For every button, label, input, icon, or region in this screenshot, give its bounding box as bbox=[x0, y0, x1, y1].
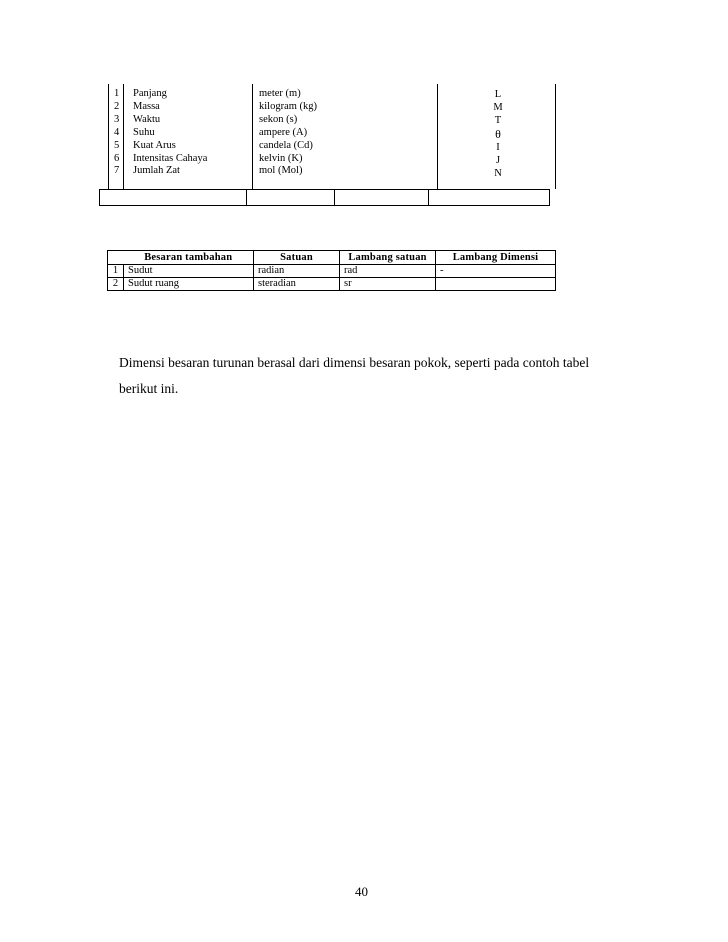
row-number: 2 bbox=[114, 100, 120, 112]
row-number: 5 bbox=[114, 139, 120, 151]
row-number: 7 bbox=[114, 165, 120, 177]
number-column bbox=[114, 88, 119, 178]
dimension-symbol: T bbox=[494, 115, 502, 126]
column-divider bbox=[437, 84, 438, 189]
header-besaran-tambahan: Besaran tambahan bbox=[124, 251, 254, 265]
quantity-name: Massa bbox=[133, 100, 160, 112]
row-number: 4 bbox=[114, 126, 120, 138]
empty-cell bbox=[99, 189, 246, 206]
unit-name: kelvin (K) bbox=[259, 152, 303, 164]
unit-name: ampere (A) bbox=[259, 126, 308, 138]
dimension-symbol: J bbox=[495, 155, 501, 166]
dimension-symbol: N bbox=[494, 168, 502, 179]
header-lambang-satuan: Lambang satuan bbox=[340, 251, 436, 265]
unit-column bbox=[259, 88, 317, 178]
empty-cell bbox=[428, 189, 550, 206]
unit-name: radian bbox=[254, 265, 340, 278]
row-number: 3 bbox=[114, 113, 120, 125]
row-number: 6 bbox=[114, 152, 120, 164]
column-divider bbox=[123, 84, 124, 189]
quantity-name: Sudut bbox=[124, 265, 254, 278]
dimension-symbol: L bbox=[494, 89, 502, 100]
quantity-column bbox=[133, 88, 207, 178]
quantity-name: Intensitas Cahaya bbox=[133, 152, 208, 164]
dimension-symbol: θ bbox=[495, 127, 501, 141]
unit-name: kilogram (kg) bbox=[259, 100, 318, 112]
quantity-name: Jumlah Zat bbox=[133, 165, 180, 177]
header-lambang-dimensi: Lambang Dimensi bbox=[436, 251, 556, 265]
quantity-name: Waktu bbox=[133, 113, 161, 125]
header-number-cell bbox=[108, 251, 124, 265]
table-header-row bbox=[108, 251, 556, 265]
table-border-right bbox=[555, 84, 556, 189]
unit-name: steradian bbox=[254, 278, 340, 291]
unit-symbol: rad bbox=[340, 265, 436, 278]
quantity-name: Kuat Arus bbox=[133, 139, 176, 151]
quantity-name: Panjang bbox=[133, 88, 167, 99]
page-number: 40 bbox=[355, 884, 368, 899]
dimension-column bbox=[487, 88, 509, 180]
dimension-symbol bbox=[436, 278, 556, 291]
empty-cell bbox=[334, 189, 428, 206]
table-border-left bbox=[108, 84, 109, 189]
row-number: 2 bbox=[108, 278, 124, 291]
quantity-name: Suhu bbox=[133, 126, 155, 138]
row-number: 1 bbox=[114, 88, 120, 99]
header-satuan: Satuan bbox=[254, 251, 340, 265]
unit-name: meter (m) bbox=[259, 88, 301, 99]
paragraph-line: berikut ini. bbox=[119, 381, 179, 396]
unit-name: candela (Cd) bbox=[259, 139, 313, 151]
dimension-symbol: - bbox=[436, 265, 556, 278]
unit-symbol: sr bbox=[340, 278, 436, 291]
empty-cell bbox=[246, 189, 334, 206]
table-row bbox=[108, 278, 556, 291]
unit-name: mol (Mol) bbox=[259, 165, 303, 177]
base-quantities-table bbox=[108, 84, 558, 189]
row-number: 1 bbox=[108, 265, 124, 278]
quantity-name: Sudut ruang bbox=[124, 278, 254, 291]
paragraph-line: Dimensi besaran turunan berasal dari dimensi besaran pokok, seperti pada contoh tabel bbox=[119, 355, 590, 370]
column-divider bbox=[252, 84, 253, 189]
table-row bbox=[108, 265, 556, 278]
unit-name: sekon (s) bbox=[259, 113, 298, 125]
supplementary-quantities-table bbox=[107, 250, 556, 291]
dimension-symbol: M bbox=[493, 102, 503, 113]
body-paragraph bbox=[119, 350, 639, 402]
dimension-symbol: I bbox=[496, 142, 500, 153]
